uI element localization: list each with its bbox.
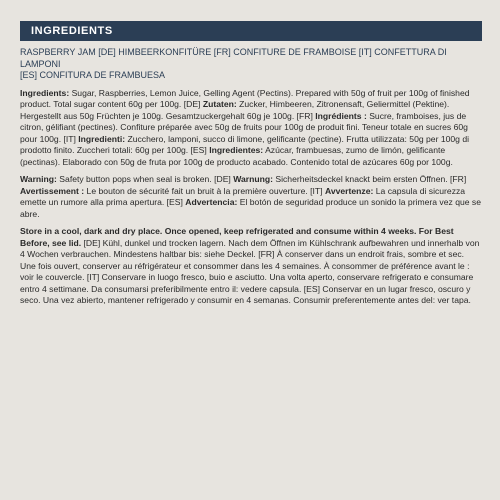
warning-paragraph (20, 174, 482, 220)
storage-text-translations: [DE] Kühl, dunkel und trocken lagern. Nach dem Öffnen im Kühlschrank aufbewahren und innerhalb von 4 Wochen verbrauchen. Mindestens haltbar bis: siehe Deckel. [FR] À conserver dans un endroit frais, sombre et sec. Une fois ouvert, conserver au réfrigérateur et consommer dans les 4 semaines. À consommer de préférence avant le : voir le couvercle. [IT] Conservare in luogo fresco, buio e asciutto. Una volta aperto, conservare refrigerato e consumare entro 4 settimane. Da consumarsi preferibilmente entro il: vedere capsula. [ES] Conservar en un lugar fresco, oscuro y seco. Una vez abierto, mantener refrigerado y consumir en 4 semanas. Consumir preferentemente antes del: ver tapa. (20, 237, 480, 305)
product-title (20, 47, 482, 82)
storage-text-en: Store in a cool, dark and dry place. Once opened, keep refrigerated and consume within 4 weeks. For Best Before, see lid. (20, 226, 454, 248)
lang-tag-es: [ES] (166, 197, 186, 207)
lang-tag-es: [ES] (190, 145, 210, 155)
ingredients-label-en: Ingredients: (20, 87, 70, 98)
section-header: INGREDIENTS (20, 21, 482, 41)
lang-tag-fr: [FR] (450, 174, 467, 184)
ingredients-text-fr: Sucre, framboises, jus de citron, gélifiant (pectines). Confiture préparée avec 50g de fruits pour 100g de produit fini. Teneur totale en sucres 60g pour 100g. (20, 110, 468, 144)
storage-paragraph (20, 226, 482, 307)
warning-label-es: Advertencia: (185, 197, 238, 207)
ingredients-label-de: Zutaten: (202, 99, 237, 109)
ingredients-label-fr: Ingrédients : (315, 110, 367, 121)
ingredients-text-de: Zucker, Himbeeren, Zitronensaft, Geliermittel (Pektine). Hergestellt aus 50g Früchten je 100g. Gesamtzuckergehalt 60g je 100g. (20, 99, 450, 121)
warning-label-en: Warning: (20, 174, 57, 184)
ingredients-text-es: Azúcar, frambuesas, zumo de limón, gelificante (pectinas). Elaborado con 50g de fruta por 100g de producto acabado. Contenido total de azúcares 60g por 100g. (20, 145, 453, 167)
ingredients-text-en: Sugar, Raspberries, Lemon Juice, Gelling Agent (Pectins). Prepared with 50g of fruit per 100g of finished product. Total sugar content 60g per 100g. (20, 87, 470, 109)
lang-tag-de: [DE] (214, 174, 234, 184)
ingredients-label-it: Ingredienti: (78, 133, 126, 144)
warning-text-es: El botón de seguridad produce un sonido la primera vez que se abre. (20, 197, 481, 219)
warning-label-fr: Avertissement : (20, 185, 85, 196)
lang-tag-it: [IT] (310, 185, 325, 196)
warning-label-de: Warnung: (233, 174, 273, 184)
lang-tag-de: [DE] (183, 99, 203, 109)
ingredients-text-it: Zucchero, lamponi, succo di limone, gelificante (pectine). Frutta utilizzata: 50g per 100g di prodotto finito. Zuccheri totali: 60g per 100g. (20, 133, 470, 155)
product-title-line-2: [ES] CONFITURA DE FRAMBUESA (20, 70, 166, 80)
warning-text-en: Safety button pops when seal is broken. (56, 174, 215, 184)
ingredients-paragraph (20, 88, 482, 169)
product-title-line-1: RASPBERRY JAM [DE] HIMBEERKONFITÜRE [FR] CONFITURE DE FRAMBOISE [IT] CONFETTURA DI LAMPONI (20, 47, 447, 69)
warning-text-it: La capsula di sicurezza emette un rumore alla prima apertura. (20, 185, 466, 207)
ingredients-label-es: Ingredientes: (209, 145, 264, 155)
lang-tag-it: [IT] (63, 133, 79, 144)
warning-text-de: Sicherheitsdeckel knackt beim ersten Öffnen. (272, 174, 451, 184)
warning-text-fr: Le bouton de sécurité fait un bruit à la première ouverture. (84, 185, 311, 196)
label-content (20, 47, 482, 313)
lang-tag-fr: [FR] (296, 110, 316, 121)
warning-label-it: Avvertenze: (324, 185, 374, 196)
